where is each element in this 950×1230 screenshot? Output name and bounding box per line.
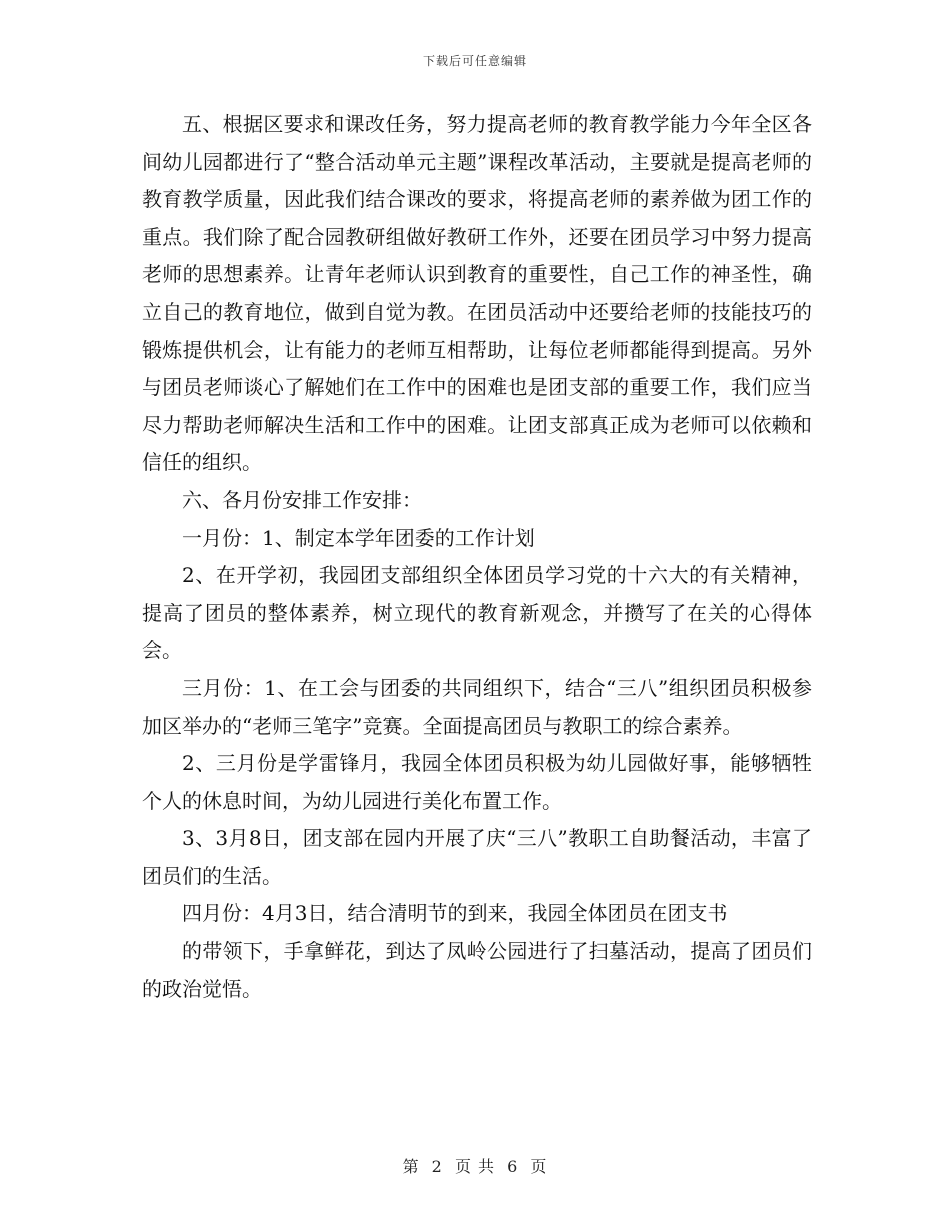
paragraph-march: 三月份：1、在工会与团委的共同组织下，结合“三八”组织团员积极参加区举办的“老师三笔字”竞赛。全面提高团员与教职工的综合素养。 xyxy=(142,675,812,738)
footer-page-number: 2 xyxy=(431,1157,443,1176)
paragraph-section-five: 五、根据区要求和课改任务，努力提高老师的教育教学能力今年全区各间幼儿园都进行了“整合活动单元主题”课程改革活动，主要就是提高老师的教育教学质量，因此我们结合课改的要求，将提高老师的素养做为团工作的重点。我们除了配合园教研组做好教研工作外，还要在团员学习中努力提高老师的思想素养。让青年老师认识到教育的重要性，自己工作的神圣性，确立自己的教育地位，做到自觉为教。在团员活动中还要给老师的技能技巧的锻炼提供机会，让有能力的老师互相帮助，让每位老师都能得到提高。另外与团员老师谈心了解她们在工作中的困难也是团支部的重要工作，我们应当尽力帮助老师解决生活和工作中的困难。让团支部真正成为老师可以依赖和信任的组织。 xyxy=(142,112,812,475)
footer-middle: 页 共 xyxy=(454,1157,496,1176)
paragraph-january: 一月份：1、制定本学年团委的工作计划 xyxy=(182,525,535,550)
paragraph-april: 四月份：4月3日，结合清明节的到来，我园全体团员在团支书 xyxy=(182,901,728,926)
paragraph-section-six-heading: 六、各月份安排工作安排： xyxy=(182,487,422,512)
footer-suffix: 页 xyxy=(530,1157,548,1176)
page-footer xyxy=(0,1154,950,1177)
paragraph-january-item-2: 2、在开学初，我园团支部组织全体团员学习党的十六大的有关精神，提高了团员的整体素养，树立现代的教育新观念，并攒写了在关的心得体会。 xyxy=(142,563,812,663)
paragraph-march-item-2: 2、三月份是学雷锋月，我园全体团员积极为幼儿园做好事，能够牺牲个人的休息时间，为幼儿园进行美化布置工作。 xyxy=(142,751,812,813)
paragraph-march-item-3: 3、3月8日，团支部在园内开展了庆“三八”教职工自助餐活动，丰富了团员们的生活。 xyxy=(142,826,812,888)
page-header: 下载后可任意编辑 xyxy=(422,54,527,68)
footer-total-pages: 6 xyxy=(507,1157,519,1176)
document-body xyxy=(142,106,812,1008)
footer-prefix: 第 xyxy=(402,1157,420,1176)
paragraph-april-continued: 的带领下，手拿鲜花，到达了凤岭公园进行了扫墓活动，提高了团员们的政治觉悟。 xyxy=(142,939,812,1001)
